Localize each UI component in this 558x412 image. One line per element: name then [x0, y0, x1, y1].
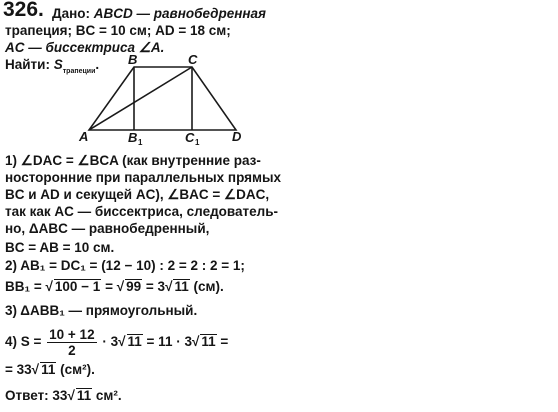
problem-number: 326. [3, 0, 44, 21]
answer-label: Ответ: [5, 388, 53, 403]
step4-dot: · 3 [98, 334, 119, 349]
step4-numerator: 10 + 12 [49, 326, 95, 342]
vertex-label-a: A [79, 129, 89, 144]
step4b-radicand: 11 [41, 362, 56, 377]
step1-line4: так как AC — биссектриса, следователь- [5, 204, 279, 219]
vertex-label-c1: C [185, 130, 195, 145]
find-symbol: S [53, 57, 63, 72]
step2-radicand-3: 11 [174, 279, 189, 294]
step4-mid: = 11 · 3 [142, 334, 192, 349]
step4-prefix: 4) S = [5, 334, 46, 349]
step4-fraction [47, 327, 96, 358]
subscript-b1: 1 [138, 138, 143, 147]
step4b-prefix: = 33 [5, 362, 32, 377]
vertex-label-c: C [188, 52, 198, 67]
answer-radicand: 11 [76, 388, 92, 403]
step4-radicand-2: 11 [201, 334, 216, 349]
answer-value: 33 [52, 388, 68, 403]
step2-equals: = [101, 279, 117, 294]
vertex-label-d: D [232, 129, 242, 144]
step2-bb1: BB₁ = [5, 279, 46, 294]
find-subscript: трапеции [62, 68, 96, 75]
vertex-label-b1: B [128, 130, 138, 145]
step4-line2: = 33√ 11 (см²). [5, 362, 95, 377]
find-label: Найти: [5, 57, 50, 72]
step2-coef: = 3 [142, 279, 166, 294]
step2-unit: (см). [189, 279, 224, 294]
subscript-c1: 1 [195, 138, 200, 147]
step1-line6: BC = AB = 10 см. [5, 240, 115, 255]
step1-line3: BC и AD и секущей AC), ∠BAC = ∠DAC, [5, 187, 270, 202]
given-label: Дано: [52, 6, 91, 21]
step1-line1: 1) ∠DAC = ∠BCA (как внутренние раз- [5, 153, 261, 168]
vertex-label-b: B [128, 52, 138, 67]
diagonal-ac [89, 67, 192, 130]
given-line-3: AC — биссектриса ∠A. [5, 40, 165, 55]
step4-denominator: 2 [68, 342, 76, 358]
answer-unit: см². [92, 388, 122, 403]
given-line-1 [52, 6, 266, 22]
step3-line: 3) ΔABB₁ — прямоугольный. [5, 303, 198, 318]
step2-radicand-1: 100 − 1 [54, 279, 101, 294]
given-line-2: трапеция; BC = 10 см; AD = 18 см; [5, 23, 231, 38]
find-line [5, 57, 99, 80]
step2-line2: BB₁ = √ 100 − 1 = √ 99 = 3√ 11 (см). [5, 279, 224, 294]
step2-radicand-2: 99 [126, 279, 142, 294]
step2-line1: 2) AB₁ = DC₁ = (12 − 10) : 2 = 2 : 2 = 1; [5, 258, 245, 273]
find-end: . [95, 57, 100, 72]
step4b-unit: (см²). [56, 362, 95, 377]
step1-line5: но, ΔABC — равнобедренный, [5, 221, 210, 236]
step4-radicand-1: 11 [127, 334, 142, 349]
answer-line: Ответ: 33√ 11 см². [5, 388, 122, 403]
trapezoid-outline [89, 67, 236, 130]
step4-line1: 4) S = $\frac{10 + 12}{2}$ · 3√ 11 = 11 · 3√ 11 = [5, 326, 229, 358]
given-text-1: ABCD — равнобедренная [93, 6, 267, 21]
step1-line2: носторонние при параллельных прямых [5, 170, 282, 185]
step4-end: = [216, 334, 229, 349]
